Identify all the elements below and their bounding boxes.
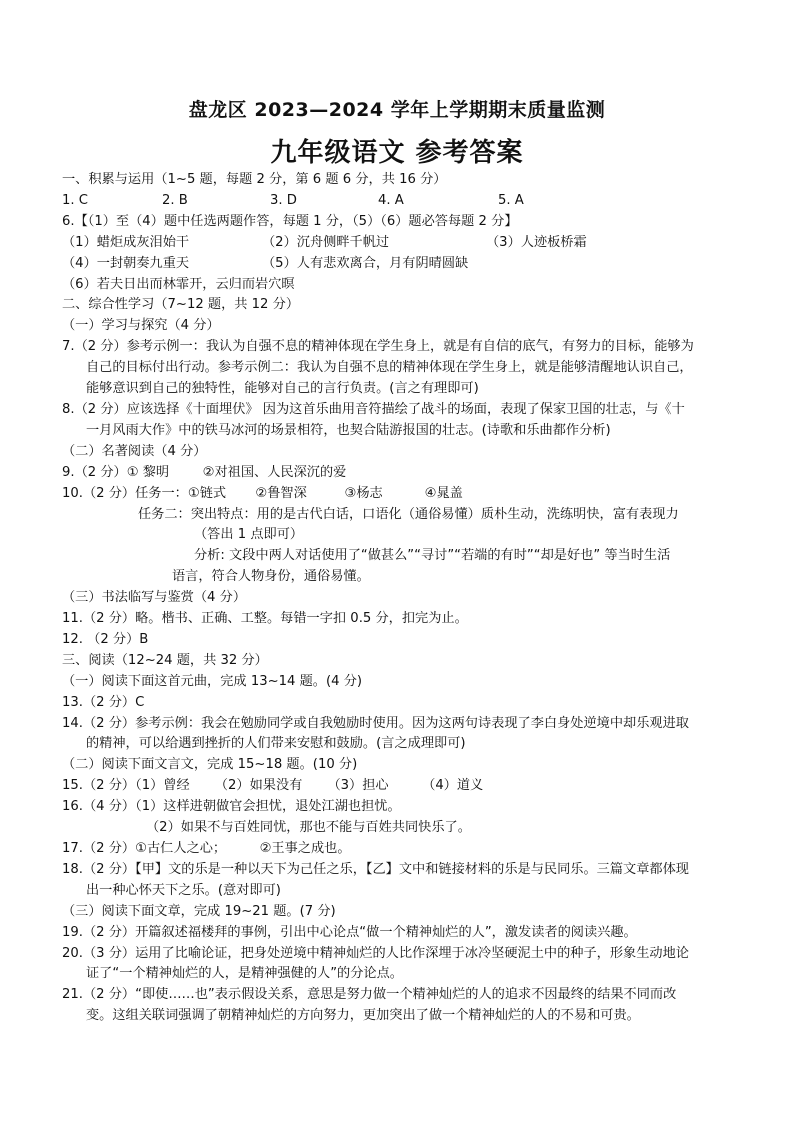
q11-answer: 11.（2 分）略。楷书、正确、工整。每错一字扣 0.5 分，扣完为止。 <box>62 611 468 627</box>
q6-item-2: （2）沉舟侧畔千帆过 <box>262 234 390 250</box>
answer-q5: 5. A <box>498 192 524 208</box>
section-1-heading: 一、积累与运用（1~5 题，每题 2 分，第 6 题 6 分，共 16 分） <box>62 172 447 187</box>
q18-line-1: 18.（2 分）【甲】文的乐是一种以天下为己任之乐，【乙】文中和链接材料的乐是与民同乐。三篇文章都体现 <box>62 861 689 877</box>
q18-line-2: 出一种心怀天下之乐。(意对即可) <box>86 882 281 898</box>
answer-body <box>62 170 742 1027</box>
q7-line-1: 7.（2 分）参考示例一：我认为自强不息的精神体现在学生身上，就是有自信的底气，有努力的目标，能够为 <box>62 339 694 355</box>
q21-line-1: 21.（2 分）“即使……也”表示假设关系，意思是努力做一个精神灿烂的人的追求不因最终的结果不同而改 <box>62 987 677 1003</box>
q6-item-6: （6）若夫日出而林霏开，云归而岩穴暝 <box>62 276 295 292</box>
q7-line-3: 能够意识到自己的独特性，能够对自己的言行负责。(言之有理即可) <box>86 381 479 397</box>
q8-line-2: 一月风雨大作》中的铁马冰河的场景相符，也契合陆游报国的壮志。(诗歌和乐曲都作分析) <box>86 422 611 438</box>
q16-line-2: （2）如果不与百姓同忧，那也不能与百姓共同快乐了。 <box>146 820 471 836</box>
q6-item-4: （4）一封朝奏九重天 <box>62 255 190 271</box>
q13-answer: 13.（2 分）C <box>62 694 145 710</box>
q6-item-3: （3）人迹板桥霜 <box>486 234 587 250</box>
q20-line-2: 证了“一个精神灿烂的人，是精神强健的人”的分论点。 <box>86 966 403 982</box>
q6-item-5: （5）人有悲欢离合，月有阴晴圆缺 <box>262 255 469 271</box>
q6-item-1: （1）蜡炬成灰泪始干 <box>62 234 190 250</box>
q7-line-2: 自己的目标付出行动。参考示例二：我认为自强不息的精神体现在学生身上，就是能够清醒地认识自己， <box>86 360 693 376</box>
section-3-heading: 三、阅读（12~24 题，共 32 分） <box>62 652 268 668</box>
q9-answer: 9.（2 分）① 黎明 ②对祖国、人民深沉的爱 <box>62 464 347 480</box>
exam-title: 盘龙区 2023—2024 学年上学期期末质量监测 <box>188 99 606 121</box>
q8-line-1: 8.（2 分）应该选择《十面埋伏》 因为这首乐曲用音符描绘了战斗的场面，表现了保家卫国的壮志，与《十 <box>62 401 685 417</box>
answer-key-title: 九年级语文 参考答案 <box>270 138 524 168</box>
subsection-2-2: （二）名著阅读（4 分） <box>62 443 207 459</box>
subsection-3-2: （二）阅读下面文言文，完成 15~18 题。(10 分) <box>62 757 358 773</box>
q6-intro: 6.【（1）至（4）题中任选两题作答，每题 1 分，（5）（6）题必答每题 2 分】 <box>62 213 518 229</box>
q10-line-1: 10.（2 分）任务一：①链式 ②鲁智深 ③杨志 ④晁盖 <box>62 485 463 501</box>
section-2-heading: 二、综合性学习（7~12 题，共 12 分） <box>62 297 300 313</box>
q10-line-5: 语言，符合人物身份，通俗易懂。 <box>172 569 370 585</box>
q19-answer: 19.（2 分）开篇叙述福楼拜的事例，引出中心论点“做一个精神灿烂的人”，激发读者的阅读兴趣。 <box>62 924 637 940</box>
answer-q2: 2. B <box>162 192 188 208</box>
q12-answer: 12. （2 分）B <box>62 631 149 647</box>
answer-q3: 3. D <box>270 192 297 208</box>
q10-line-4: 分析: 文段中两人对话使用了“做甚么”“寻讨”“若端的有时”“却是好也” 等当时生活 <box>194 548 671 564</box>
answer-q4: 4. A <box>378 192 404 208</box>
q15-answer: 15.（2 分）（1）曾经 （2）如果没有 （3）担心 （4）道义 <box>62 778 484 794</box>
subsection-2-1: （一）学习与探究（4 分） <box>62 318 220 334</box>
subsection-3-3: （三）阅读下面文章，完成 19~21 题。(7 分) <box>62 903 336 919</box>
q20-line-1: 20.（3 分）运用了比喻论证，把身处逆境中精神灿烂的人比作深埋于冰冷坚硬泥土中的种子，形象生动地论 <box>62 945 689 961</box>
q6-row-2 <box>62 254 742 275</box>
q14-line-2: 的精神，可以给遇到挫折的人们带来安慰和鼓励。(言之成理即可) <box>86 736 466 752</box>
subsection-3-1: （一）阅读下面这首元曲，完成 13~14 题。(4 分) <box>62 673 363 689</box>
q21-line-2: 变。这组关联词强调了朝精神灿烂的方向努力，更加突出了做一个精神灿烂的人的不易和可贵。 <box>86 1008 640 1024</box>
q10-line-3: （答出 1 点即可） <box>194 527 304 543</box>
q14-line-1: 14.（2 分）参考示例：我会在勉励同学或自我勉励时使用。因为这两句诗表现了李白身处逆境中却乐观进取 <box>62 715 689 731</box>
subsection-2-3: （三）书法临写与鉴赏（4 分） <box>62 590 247 606</box>
q16-line-1: 16.（4 分）（1）这样进朝做官会担忧，退处江湖也担忧。 <box>62 799 401 815</box>
q10-line-2: 任务二：突出特点：用的是古代白话，口语化（通俗易懂）质朴生动，洗练明快，富有表现力 <box>138 506 679 522</box>
q17-answer: 17.（2 分）①古仁人之心； ②王事之成也。 <box>62 841 351 856</box>
answer-q1: 1. C <box>62 192 88 208</box>
mc-answers-row <box>62 191 742 212</box>
q6-row-1 <box>62 233 742 254</box>
